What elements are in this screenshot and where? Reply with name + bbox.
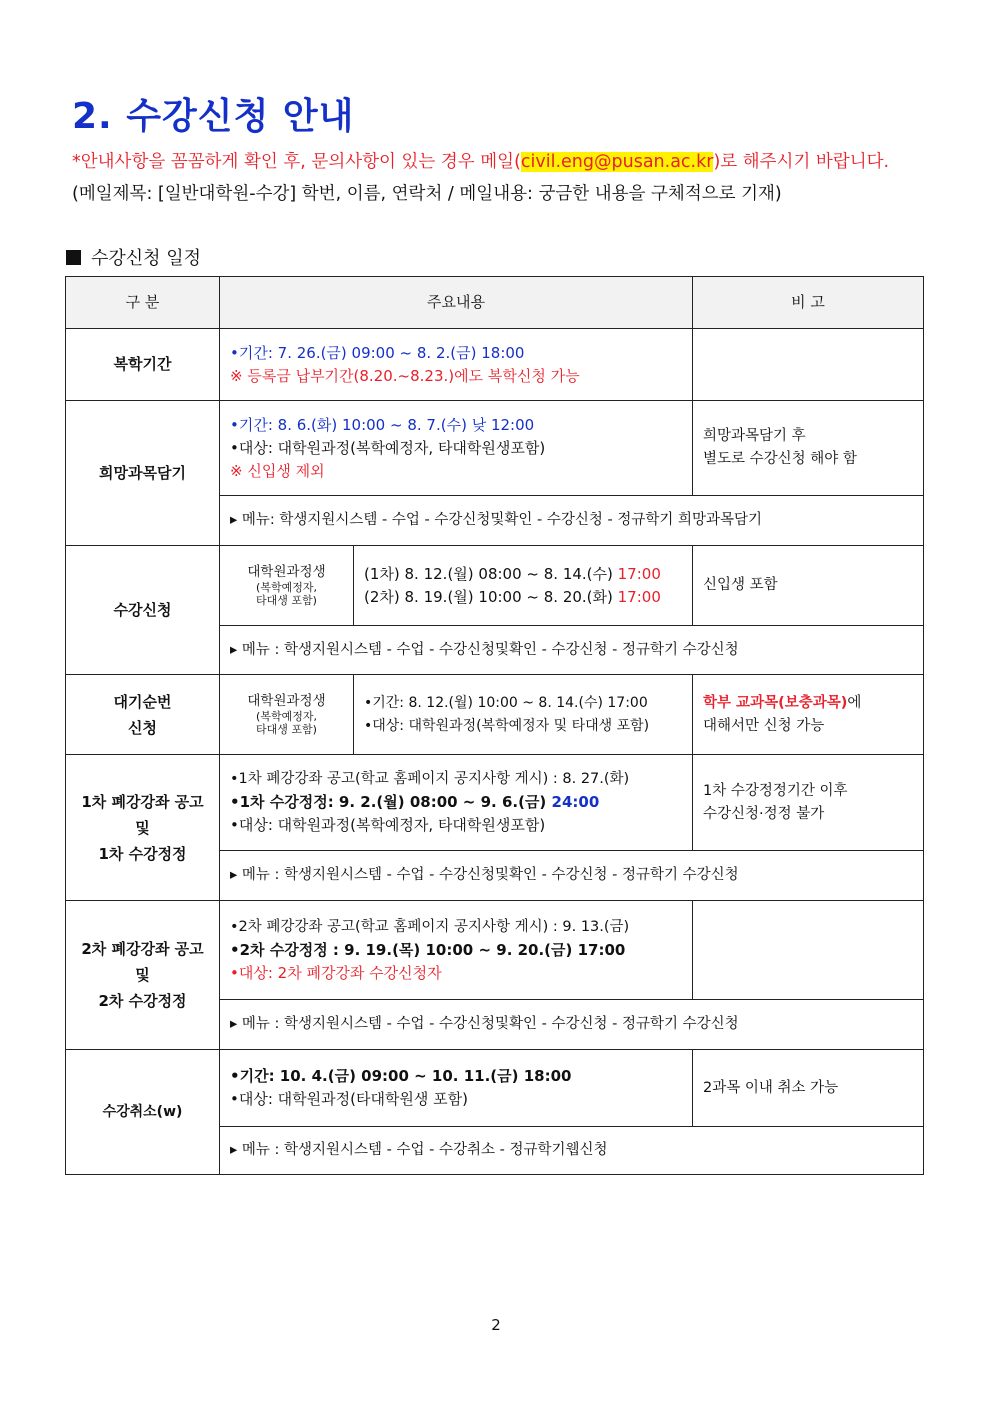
period-main: •1차 수강정정: 9. 2.(월) 08:00 ~ 9. 6.(금)	[230, 793, 552, 811]
note-line: 별도로 수강신청 해야 함	[703, 451, 857, 467]
table-row	[66, 901, 924, 1000]
row-content	[220, 329, 693, 401]
table-row	[66, 401, 924, 496]
note-line: 희망과목담기 후	[703, 428, 806, 444]
period-second: (2차) 8. 19.(월) 10:00 ~ 8. 20.(화)	[364, 587, 618, 606]
target-group-title: 대학원과정생	[247, 564, 326, 580]
announcement-text: •1차 폐강강좌 공고(학교 홈페이지 공지사항 게시) : 8. 27.(화)	[230, 771, 630, 787]
target-group	[220, 546, 354, 626]
menu-path: ▸ 메뉴 : 학생지원시스템 - 수업 - 수강취소 - 정규학기웹신청	[220, 1127, 924, 1175]
period-text: •2차 수강정정 : 9. 19.(목) 10:00 ~ 9. 20.(금) 17:00	[230, 940, 626, 959]
contact-email: civil.eng@pusan.ac.kr	[520, 152, 714, 172]
table-row	[66, 675, 924, 755]
table-header-row	[66, 277, 924, 329]
notice-text-before: *안내사항을 꼼꼼하게 확인 후, 문의사항이 있는 경우 메일(	[72, 152, 521, 172]
page-title: 2. 수강신청 안내	[72, 96, 355, 137]
remark-text: ※ 신입생 제외	[230, 461, 325, 480]
category-line: 신청	[128, 718, 157, 737]
target-group-sub: 타대생 포함)	[256, 594, 317, 607]
period-first: (1차) 8. 12.(월) 08:00 ~ 8. 14.(수)	[364, 564, 618, 583]
note-line: 수강신청·정정 불가	[703, 805, 825, 822]
note-line: 1차 수강정정기간 이후	[703, 782, 848, 799]
square-bullet-icon	[66, 250, 81, 265]
deadline-time: 17:00	[617, 587, 661, 606]
section-title-text: 수강신청 일정	[91, 248, 202, 269]
deadline-time: 24:00	[551, 793, 600, 811]
note-line: 대해서만 신청 가능	[703, 717, 825, 734]
row-note: 신입생 포함	[693, 546, 924, 626]
row-category	[66, 755, 220, 901]
menu-path: ▸ 메뉴 : 학생지원시스템 - 수업 - 수강신청및확인 - 수강신청 - 정규학기 수강신청	[220, 851, 924, 901]
category-line: 2차 수강정정	[98, 992, 187, 1010]
page-number: 2	[491, 1316, 501, 1334]
period-text: •기간: 8. 12.(월) 10:00 ~ 8. 14.(수) 17:00	[364, 694, 648, 711]
remark-text: ※ 등록금 납부기간(8.20.~8.23.)에도 복학신청 가능	[230, 366, 580, 385]
target-group-sub: 타대생 포함)	[256, 723, 317, 736]
notice-line-2: (메일제목: [일반대학원-수강] 학번, 이름, 연락처 / 메일내용: 궁금한 내용을 구체적으로 기재)	[72, 184, 782, 204]
row-content	[220, 901, 693, 1000]
highlight-text: 학부 교과목(보충과목)	[703, 694, 848, 711]
target-group	[220, 675, 354, 755]
category-line: 2차 폐강강좌 공고	[81, 940, 204, 958]
row-note	[693, 675, 924, 755]
header-content: 주요내용	[220, 277, 693, 329]
row-content	[220, 1050, 693, 1127]
period-text	[364, 586, 682, 609]
note-suffix: 에	[847, 694, 862, 711]
category-line: 및	[135, 966, 150, 984]
row-category: 희망과목담기	[66, 401, 220, 546]
target-text: •대상: 대학원과정(타대학원생 포함)	[230, 1090, 469, 1108]
target-text: •대상: 대학원과정(복학예정자 및 타대생 포함)	[364, 717, 650, 734]
menu-path: ▸ 메뉴 : 학생지원시스템 - 수업 - 수강신청및확인 - 수강신청 - 정규학기 수강신청	[220, 1000, 924, 1050]
table-row	[66, 329, 924, 401]
row-category: 수강신청	[66, 546, 220, 675]
period-text	[230, 791, 682, 814]
notice-line-1	[72, 148, 889, 173]
target-group-sub: (복학예정자,	[256, 710, 317, 723]
category-line: 대기순번	[113, 692, 172, 711]
category-line: 및	[135, 818, 150, 837]
period-text: •기간: 10. 4.(금) 09:00 ~ 10. 11.(금) 18:00	[230, 1067, 572, 1085]
row-note	[693, 901, 924, 1000]
row-content	[220, 755, 693, 851]
row-note	[693, 401, 924, 496]
row-note	[693, 755, 924, 851]
row-category	[66, 675, 220, 755]
header-category: 구 분	[66, 277, 220, 329]
period-text: •기간: 8. 6.(화) 10:00 ~ 8. 7.(수) 낮 12:00	[230, 415, 535, 434]
announcement-text: •2차 폐강강좌 공고(학교 홈페이지 공지사항 게시) : 9. 13.(금)	[230, 918, 630, 935]
deadline-time: 17:00	[617, 564, 661, 583]
section-title	[66, 244, 201, 270]
row-content	[354, 546, 693, 626]
menu-path: ▸ 메뉴 : 학생지원시스템 - 수업 - 수강신청및확인 - 수강신청 - 정규학기 수강신청	[220, 626, 924, 675]
target-text: •대상: 대학원과정(복학예정자, 타대학원생포함)	[230, 816, 546, 834]
target-text: •대상: 대학원과정(복학예정자, 타대학원생포함)	[230, 438, 546, 457]
table-row	[66, 1050, 924, 1127]
row-note	[693, 329, 924, 401]
category-line: 1차 폐강강좌 공고	[81, 792, 204, 811]
category-line: 1차 수강정정	[98, 844, 187, 863]
row-note: 2과목 이내 취소 가능	[693, 1050, 924, 1127]
notice-text-after: )로 해주시기 바랍니다.	[713, 152, 890, 172]
row-category: 복학기간	[66, 329, 220, 401]
row-category: 수강취소(w)	[66, 1050, 220, 1175]
period-text	[364, 563, 682, 586]
schedule-table	[65, 276, 924, 1175]
target-text: •대상: 2차 폐강강좌 수강신청자	[230, 963, 442, 982]
row-content	[354, 675, 693, 755]
header-note: 비 고	[693, 277, 924, 329]
table-row	[66, 755, 924, 851]
note-line	[703, 692, 913, 715]
target-group-title: 대학원과정생	[247, 693, 326, 709]
table-row	[66, 546, 924, 626]
menu-path: ▸ 메뉴: 학생지원시스템 - 수업 - 수강신청및확인 - 수강신청 - 정규학기 희망과목담기	[220, 496, 924, 546]
row-category	[66, 901, 220, 1050]
row-content	[220, 401, 693, 496]
target-group-sub: (복학예정자,	[256, 581, 317, 594]
period-text: •기간: 7. 26.(금) 09:00 ~ 8. 2.(금) 18:00	[230, 343, 525, 362]
